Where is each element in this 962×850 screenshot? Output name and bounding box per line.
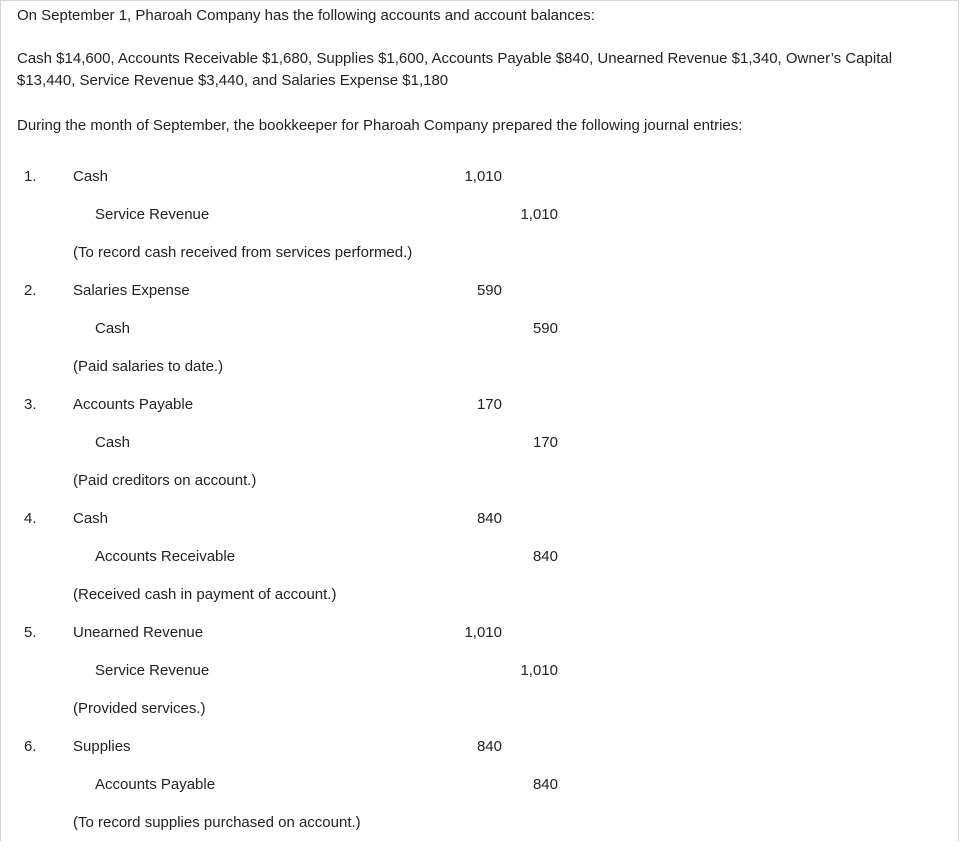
entry-number: 4. (24, 510, 37, 527)
credit-account: Cash (95, 434, 131, 451)
entry-debit-line (0, 166, 962, 204)
entry-credit-line (0, 432, 962, 470)
entry-explanation-line (0, 356, 962, 394)
credit-amount: 1,010 (520, 206, 558, 223)
entry-debit-line (0, 394, 962, 432)
credit-amount: 840 (532, 776, 558, 793)
entry-explanation-line (0, 242, 962, 280)
entry-number: 2. (24, 282, 37, 299)
entry-number: 5. (24, 624, 37, 641)
entry-explanation: (To record cash received from services performed.) (73, 244, 413, 261)
debit-account: Cash (73, 168, 109, 185)
entry-credit-line (0, 546, 962, 584)
debit-account: Cash (73, 510, 109, 527)
entry-explanation: (To record supplies purchased on account.) (73, 814, 361, 831)
debit-amount: 1,010 (464, 624, 502, 641)
debit-amount: 1,010 (464, 168, 502, 185)
entry-explanation: (Paid salaries to date.) (73, 358, 224, 375)
entry-credit-line (0, 660, 962, 698)
entry-number: 6. (24, 738, 37, 755)
account-balances-text: Cash $14,600, Accounts Receivable $1,680, Supplies $1,600, Accounts Payable $840, Unearned Revenue $1,340, Owner’s Capital $13,440, Service Revenue $3,440, and Salaries Expense $1,180 (17, 50, 893, 89)
entry-debit-line (0, 280, 962, 318)
credit-account: Accounts Receivable (95, 548, 236, 565)
entry-explanation-line (0, 584, 962, 622)
credit-amount: 840 (532, 548, 558, 565)
entry-explanation: (Provided services.) (73, 700, 206, 717)
entry-debit-line (0, 622, 962, 660)
credit-account: Cash (95, 320, 131, 337)
debit-account: Accounts Payable (73, 396, 194, 413)
credit-amount: 590 (532, 320, 558, 337)
debit-amount: 840 (476, 510, 502, 527)
credit-amount: 170 (532, 434, 558, 451)
credit-account: Accounts Payable (95, 776, 216, 793)
debit-amount: 170 (476, 396, 502, 413)
entry-credit-line (0, 774, 962, 812)
entry-debit-line (0, 508, 962, 546)
debit-account: Unearned Revenue (73, 624, 204, 641)
entry-debit-line (0, 736, 962, 774)
entry-explanation: (Received cash in payment of account.) (73, 586, 337, 603)
debit-account: Supplies (73, 738, 131, 755)
debit-account: Salaries Expense (73, 282, 190, 299)
credit-account: Service Revenue (95, 206, 210, 223)
entry-credit-line (0, 318, 962, 356)
entry-number: 1. (24, 168, 37, 185)
instructions-text: During the month of September, the bookkeeper for Pharoah Company prepared the following journal entries: (17, 117, 743, 134)
entry-explanation-line (0, 812, 962, 850)
debit-amount: 840 (476, 738, 502, 755)
intro-text: On September 1, Pharoah Company has the following accounts and account balances: (17, 7, 595, 24)
entry-credit-line (0, 204, 962, 242)
credit-account: Service Revenue (95, 662, 210, 679)
debit-amount: 590 (476, 282, 502, 299)
entry-explanation: (Paid creditors on account.) (73, 472, 257, 489)
entry-explanation-line (0, 698, 962, 736)
credit-amount: 1,010 (520, 662, 558, 679)
entry-explanation-line (0, 470, 962, 508)
entry-number: 3. (24, 396, 37, 413)
